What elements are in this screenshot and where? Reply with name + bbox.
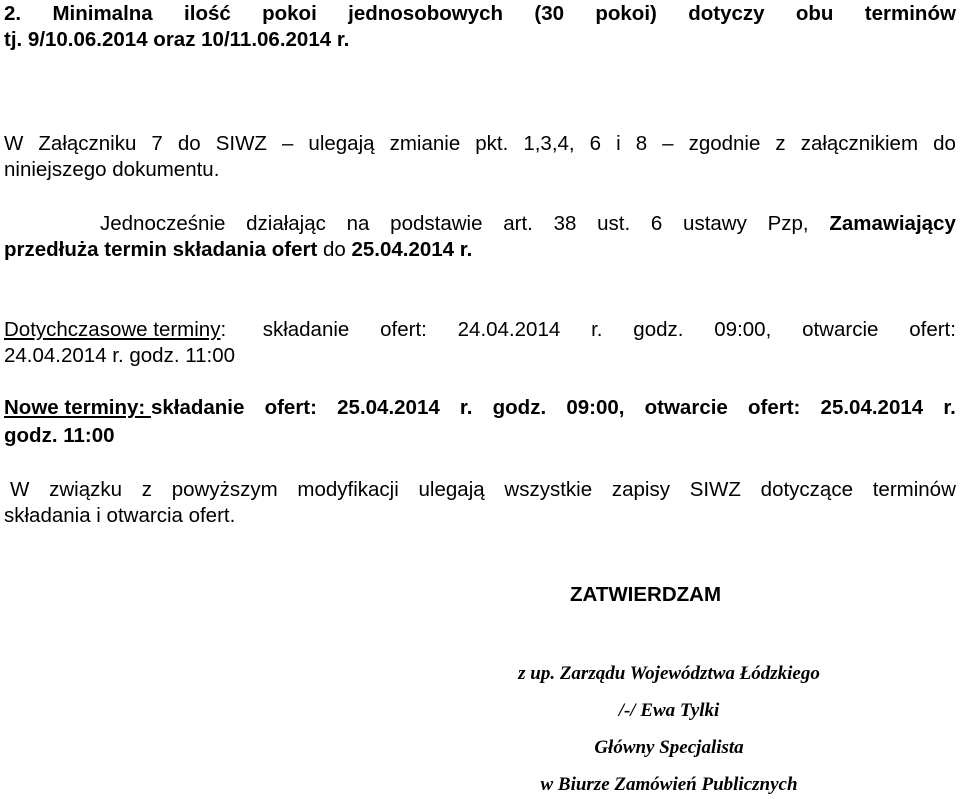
word: –: [281, 132, 294, 155]
word: ust.: [597, 212, 631, 235]
consequence-line1: [10, 477, 956, 502]
word: pokoi): [595, 2, 657, 25]
word: Jednocześnie: [100, 212, 226, 235]
word: ofert:: [264, 396, 317, 419]
word: 6: [589, 132, 602, 155]
approval-heading: ZATWIERDZAM: [570, 583, 722, 606]
word: 1,3,4,: [523, 132, 575, 155]
word: r.: [459, 396, 473, 419]
word: do: [933, 132, 956, 155]
previous-terms-details: [220, 317, 956, 342]
word: SIWZ: [689, 478, 741, 501]
word: 24.04.2014: [457, 318, 561, 341]
word: zmianie: [389, 132, 461, 155]
word: Minimalna: [52, 2, 153, 25]
item2-line2: tj. 9/10.06.2014 oraz 10/11.06.2014 r.: [4, 28, 350, 51]
word: :: [220, 318, 232, 341]
word: załącznikiem: [800, 132, 919, 155]
word: 25.04.2014: [820, 396, 924, 419]
word: ofert:: [380, 318, 427, 341]
signature-department: [0, 773, 960, 797]
annex-line1: [4, 131, 956, 156]
word: 09:00,: [566, 396, 625, 419]
word: godz.: [492, 396, 547, 419]
word: r.: [591, 318, 603, 341]
word: ofert:: [747, 396, 801, 419]
word: ofert:: [909, 318, 956, 341]
word: (30: [534, 2, 565, 25]
word-contracting-authority: Zamawiający: [829, 212, 956, 235]
word: z: [141, 478, 152, 501]
item2-line1: [4, 1, 956, 26]
signature-line: w Biurze Zamówień Publicznych: [540, 774, 798, 795]
new-terms-line2: godz. 11:00: [4, 424, 115, 447]
word: składanie: [150, 396, 245, 419]
word: art.: [503, 212, 533, 235]
word: 2.: [4, 2, 22, 25]
annex-line2: niniejszego dokumentu.: [4, 158, 220, 181]
word: modyfikacji: [297, 478, 399, 501]
signature-line: /-/ Ewa Tylki: [618, 700, 720, 721]
word: 09:00,: [714, 318, 772, 341]
word: pkt.: [475, 132, 509, 155]
word: działając: [246, 212, 326, 235]
extension-connector: do: [317, 238, 352, 261]
new-terms-details: [151, 395, 956, 420]
extension-line2: [4, 237, 956, 262]
signature-line: z up. Zarządu Województwa Łódzkiego: [518, 663, 820, 684]
signature-name: [0, 699, 960, 723]
word: ilość: [184, 2, 231, 25]
signature-authorization: [0, 662, 960, 686]
word: ulegają: [418, 478, 485, 501]
extension-date: 25.04.2014 r.: [351, 238, 473, 261]
word: 7: [151, 132, 163, 155]
word: do: [177, 132, 201, 155]
word: otwarcie: [644, 396, 728, 419]
signature-position: [0, 736, 960, 760]
new-terms-line1: [4, 395, 956, 420]
word: obu: [795, 2, 834, 25]
word: ustawy: [683, 212, 747, 235]
word: jednosobowych: [348, 2, 504, 25]
word: związku: [49, 478, 123, 501]
consequence-line2: składania i otwarcia ofert.: [4, 504, 236, 527]
word: pokoi: [262, 2, 317, 25]
word: z: [775, 132, 786, 155]
word: SIWZ: [215, 132, 267, 155]
word: r.: [943, 396, 956, 419]
word: podstawie: [390, 212, 483, 235]
word: składanie: [262, 318, 350, 341]
word: dotyczy: [688, 2, 765, 25]
signature-line: Główny Specjalista: [594, 737, 744, 758]
word: W: [10, 478, 30, 501]
new-terms-label: Nowe terminy:: [4, 396, 151, 419]
word: godz.: [633, 318, 684, 341]
word: 38: [553, 212, 577, 235]
word: dotyczące: [760, 478, 853, 501]
word: 6: [650, 212, 663, 235]
word: Załączniku: [38, 132, 137, 155]
word: i: [616, 132, 621, 155]
word: otwarcie: [802, 318, 879, 341]
word: zgodnie: [688, 132, 761, 155]
previous-terms-label: Dotychczasowe terminy: [4, 318, 221, 341]
word: terminów: [872, 478, 956, 501]
word: 8: [635, 132, 648, 155]
word: wszystkie: [504, 478, 593, 501]
word: 25.04.2014: [337, 396, 440, 419]
word: Pzp,: [767, 212, 809, 235]
word: W: [4, 132, 24, 155]
word: –: [662, 132, 674, 155]
word: ulegają: [308, 132, 375, 155]
word: zapisy: [611, 478, 670, 501]
previous-terms-line2: 24.04.2014 r. godz. 11:00: [4, 344, 236, 367]
extension-line1: [100, 211, 956, 236]
word: na: [346, 212, 370, 235]
word: powyższym: [171, 478, 278, 501]
extension-phrase: przedłuża termin składania ofert: [4, 238, 318, 261]
word: terminów: [864, 2, 956, 25]
previous-terms-line1: [4, 317, 956, 342]
